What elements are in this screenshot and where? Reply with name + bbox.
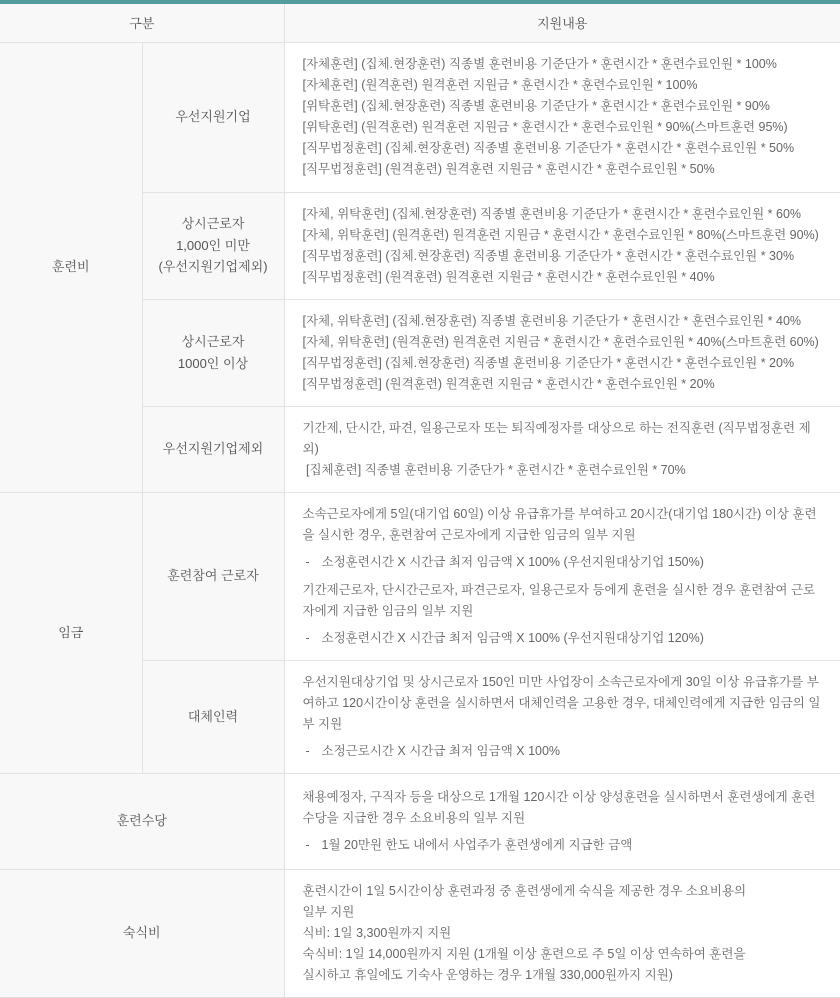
row-sub-label	[142, 406, 284, 492]
content-line: [자체, 위탁훈련] (집체.현장훈련) 직종별 훈련비용 기준단가 * 훈련시간 * 훈련수료인원 * 40%	[302, 313, 802, 328]
content-para: 기간제근로자, 단시간근로자, 파견근로자, 일용근로자 등에게 훈련을 실시한 경우 훈련참여 근로자에게 지급한 임금의 일부 지원	[302, 582, 816, 618]
content-line: [직무법정훈련] (원격훈련) 원격훈련 지원금 * 훈련시간 * 훈련수료인원 * 20%	[302, 376, 715, 391]
row-group-label: 임금	[0, 492, 142, 773]
bullet-dash: -	[305, 554, 310, 569]
table-row	[0, 42, 840, 192]
bullet-text: 소정훈련시간 X 시간급 최저 임금액 X 100% (우선지원대상기업 150%)	[321, 554, 704, 569]
table-body	[0, 42, 840, 997]
content-line: 숙식비: 1일 14,000원까지 지원 (1개월 이상 훈련으로 주 5일 이상 연속하여 훈련을	[302, 946, 746, 961]
row-sub-label	[142, 660, 284, 773]
content-line: [직무법정훈련] (집체.현장훈련) 직종별 훈련비용 기준단가 * 훈련시간 * 훈련수료인원 * 30%	[302, 248, 795, 263]
content-line: [자체, 위탁훈련] (집체.현장훈련) 직종별 훈련비용 기준단가 * 훈련시간 * 훈련수료인원 * 60%	[302, 206, 802, 221]
row-sub-label	[142, 192, 284, 299]
content-para: 소속근로자에게 5일(대기업 60일) 이상 유급휴가를 부여하고 20시간(대기업 180시간) 이상 훈련을 실시한 경우, 훈련참여 근로자에게 지급한 임금의 일부 지원	[302, 506, 817, 542]
row-sub-label	[142, 299, 284, 406]
table-row	[0, 492, 840, 660]
header-content: 지원내용	[284, 4, 840, 42]
row-sub-label-line: 우선지원기업	[175, 109, 251, 125]
row-content	[284, 406, 840, 492]
row-content	[284, 299, 840, 406]
row-group-label: 훈련비	[0, 42, 142, 492]
content-line: 실시하고 휴일에도 기숙사 운영하는 경우 1개월 330,000원까지 지원)	[302, 967, 673, 982]
row-sub-label	[142, 42, 284, 192]
table-row	[0, 773, 840, 869]
bullet-text: 소정근로시간 X 시간급 최저 임금액 X 100%	[321, 743, 561, 758]
bullet-dash: -	[305, 837, 310, 852]
table-row	[0, 869, 840, 997]
content-bullet	[303, 741, 823, 762]
row-sub-label-line: 1000인 이상	[177, 355, 249, 371]
table-header-row	[0, 4, 840, 42]
content-line: 기간제, 단시간, 파견, 일용근로자 또는 퇴직예정자를 대상으로 하는 전직훈련 (직무법정훈련 제외)	[302, 420, 811, 456]
content-bullet	[303, 628, 823, 649]
content-line: 훈련시간이 1일 5시간이상 훈련과정 중 훈련생에게 숙식을 제공한 경우 소요비용의	[302, 883, 747, 898]
content-bullet	[303, 835, 823, 856]
row-sub-label-line: 훈련참여 근로자	[167, 568, 259, 584]
header-category: 구분	[0, 4, 284, 42]
bullet-text: 1월 20만원 한도 내에서 사업주가 훈련생에게 지급한 금액	[321, 837, 633, 852]
row-sub-label-line: 우선지원기업제외	[162, 441, 264, 457]
row-label: 숙식비	[0, 869, 284, 997]
row-content	[284, 492, 840, 660]
bullet-text: 소정훈련시간 X 시간급 최저 임금액 X 100% (우선지원대상기업 120%)	[321, 630, 704, 645]
row-sub-label-line: (우선지원기업제외)	[158, 259, 268, 275]
content-line: [위탁훈련] (집체.현장훈련) 직종별 훈련비용 기준단가 * 훈련시간 * 훈련수료인원 * 90%	[302, 99, 770, 113]
content-line: [자체훈련] (원격훈련) 원격훈련 지원금 * 훈련시간 * 훈련수료인원 * 100%	[302, 78, 698, 92]
content-line: [자체, 위탁훈련] (원격훈련) 원격훈련 지원금 * 훈련시간 * 훈련수료인원 * 40%(스마트훈련 60%)	[302, 334, 819, 349]
content-line: [위탁훈련] (원격훈련) 원격훈련 지원금 * 훈련시간 * 훈련수료인원 * 90%(스마트훈련 95%)	[302, 120, 788, 134]
content-line: [직무법정훈련] (집체.현장훈련) 직종별 훈련비용 기준단가 * 훈련시간 * 훈련수료인원 * 50%	[302, 141, 795, 155]
content-line: [자체, 위탁훈련] (원격훈련) 원격훈련 지원금 * 훈련시간 * 훈련수료인원 * 80%(스마트훈련 90%)	[302, 227, 819, 242]
content-bullet	[303, 552, 823, 573]
row-content	[284, 42, 840, 192]
bullet-dash: -	[305, 743, 310, 758]
row-sub-label-line: 대체인력	[187, 708, 239, 724]
row-content	[284, 869, 840, 997]
bullet-dash: -	[305, 630, 310, 645]
row-sub-label	[142, 492, 284, 660]
row-content	[284, 773, 840, 869]
content-line: [직무법정훈련] (원격훈련) 원격훈련 지원금 * 훈련시간 * 훈련수료인원 * 50%	[302, 162, 715, 176]
row-sub-label-line: 상시근로자	[181, 216, 245, 232]
row-sub-label-line: 상시근로자	[181, 334, 245, 350]
content-para: 채용예정자, 구직자 등을 대상으로 1개월 120시간 이상 양성훈련을 실시하면서 훈련생에게 훈련수당을 지급한 경우 소요비용의 일부 지원	[302, 789, 816, 825]
content-para: 우선지원대상기업 및 상시근로자 150인 미만 사업장이 소속근로자에게 30일 이상 유급휴가를 부여하고 120시간이상 훈련을 실시하면서 대체인력을 고용한 경우, 대체인력에게 지급한 임금의 일부 지원	[302, 674, 821, 731]
content-line: [집체훈련] 직종별 훈련비용 기준단가 * 훈련시간 * 훈련수료인원 * 70%	[302, 462, 686, 477]
content-line: [자체훈련] (집체.현장훈련) 직종별 훈련비용 기준단가 * 훈련시간 * 훈련수료인원 * 100%	[302, 57, 777, 71]
row-content	[284, 660, 840, 773]
row-sub-label-line: 1,000인 미만	[176, 237, 250, 253]
support-table	[0, 4, 840, 998]
row-label: 훈련수당	[0, 773, 284, 869]
content-line: [직무법정훈련] (원격훈련) 원격훈련 지원금 * 훈련시간 * 훈련수료인원 * 40%	[302, 269, 715, 284]
content-line: 식비: 1일 3,300원까지 지원	[302, 925, 452, 940]
row-content	[284, 192, 840, 299]
content-line: 일부 지원	[302, 904, 355, 919]
content-line: [직무법정훈련] (집체.현장훈련) 직종별 훈련비용 기준단가 * 훈련시간 * 훈련수료인원 * 20%	[302, 355, 795, 370]
